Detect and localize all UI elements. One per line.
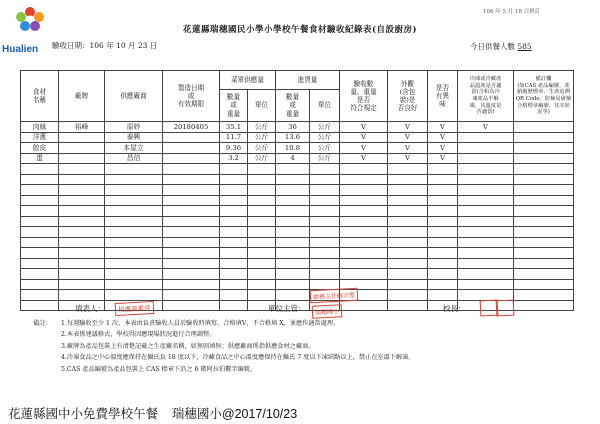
- empty-cell: [21, 300, 59, 311]
- empty-cell: [21, 195, 59, 206]
- header-qty-check: 驗收數 量、重量 是否 符合規定: [340, 71, 388, 122]
- empty-cell: [340, 206, 388, 217]
- cell-remark: [514, 143, 574, 154]
- cell-iq: 4: [276, 153, 310, 164]
- empty-cell: [163, 174, 220, 185]
- note-item: 5.CAS 產品編號為產品包裝上 CAS 標章下沿之 6 碼阿拉伯數字編號。: [61, 365, 257, 373]
- empty-cell: [220, 216, 248, 227]
- header-odor: 是否 有異 味: [428, 71, 458, 122]
- cell-remark: [514, 153, 574, 164]
- cell-iu: 公斤: [310, 153, 340, 164]
- note-item: 3.廠牌為產品包裝上有清楚記載之生產廠名稱，如無則填無；供應廠商係指供應食材之廠商。: [61, 342, 315, 350]
- empty-cell: [340, 216, 388, 227]
- empty-cell: [105, 206, 163, 217]
- cell-iu: 公斤: [310, 132, 340, 143]
- header-menu-supply: 菜單供應量: [220, 71, 276, 90]
- empty-cell: [428, 237, 458, 248]
- header-appearance: 外觀 (含包 裝)是 否良好: [388, 71, 428, 122]
- empty-cell: [428, 174, 458, 185]
- cell-name: 蛋: [21, 153, 59, 164]
- footer-caption: 花蓮縣國中小免費學校午餐 瑞穗國小@2017/10/23: [8, 407, 298, 421]
- empty-cell: [59, 206, 105, 217]
- empty-cell: [59, 185, 105, 196]
- empty-cell: [220, 174, 248, 185]
- empty-cell: [276, 227, 310, 238]
- note-item: 2.本表係建議格式，學校得因應現場狀況進行合理調整。: [61, 331, 216, 339]
- cell-date: [163, 143, 220, 154]
- cell-supplier: 原妙: [105, 122, 163, 133]
- header-food-name: 食材 名稱: [21, 71, 59, 122]
- empty-cell: [388, 227, 428, 238]
- logo-text: Hualien: [2, 44, 39, 55]
- empty-cell: [220, 206, 248, 217]
- empty-cell: [340, 269, 388, 280]
- notes-list: [61, 318, 588, 375]
- empty-cell: [388, 195, 428, 206]
- filler-stamp: 校護黃素萍: [115, 301, 154, 316]
- cell-brand: [59, 153, 105, 164]
- empty-cell: [163, 269, 220, 280]
- empty-cell: [514, 206, 574, 217]
- empty-cell: [310, 206, 340, 217]
- cell-c2: V: [388, 132, 428, 143]
- empty-cell: [514, 227, 574, 238]
- page-title: 花蓮縣瑞穗國民小學小學校午餐食材驗收紀錄表(自設廚房): [182, 25, 418, 35]
- empty-cell: [21, 279, 59, 290]
- empty-cell: [105, 174, 163, 185]
- cell-name: 肉絲: [21, 122, 59, 133]
- empty-row: [21, 206, 574, 217]
- empty-cell: [105, 237, 163, 248]
- empty-cell: [428, 206, 458, 217]
- empty-cell: [163, 290, 220, 301]
- empty-row: [21, 248, 574, 259]
- empty-cell: [220, 248, 248, 259]
- empty-row: [21, 216, 574, 227]
- empty-cell: [276, 216, 310, 227]
- empty-cell: [163, 227, 220, 238]
- empty-cell: [310, 174, 340, 185]
- principal-label: 校長：: [443, 304, 466, 313]
- note-item: 4.冷凍食品之中心溫度應保持在攝氏負 18 度以下，冷藏食品之中心溫度應保持在攝氏 7 度以下凍結點以上，禁止在室溫下解凍。: [61, 354, 415, 362]
- empty-cell: [220, 195, 248, 206]
- empty-cell: [428, 279, 458, 290]
- empty-cell: [248, 195, 276, 206]
- empty-cell: [163, 195, 220, 206]
- empty-cell: [388, 216, 428, 227]
- cell-c1: V: [340, 153, 388, 164]
- cell-ou: 公斤: [248, 143, 276, 154]
- empty-cell: [388, 290, 428, 301]
- empty-cell: [340, 195, 388, 206]
- cell-date: 20180405: [163, 122, 220, 133]
- cell-ou: 公斤: [248, 122, 276, 133]
- cell-c4: [458, 153, 514, 164]
- empty-cell: [340, 258, 388, 269]
- empty-cell: [428, 269, 458, 280]
- empty-cell: [310, 269, 340, 280]
- empty-cell: [248, 227, 276, 238]
- empty-cell: [21, 290, 59, 301]
- unit-head-label: 單位主管：: [268, 304, 306, 313]
- empty-cell: [458, 290, 514, 301]
- meal-count-label: 今日供餐人數: [470, 42, 515, 51]
- empty-cell: [248, 237, 276, 248]
- empty-cell: [428, 164, 458, 175]
- empty-cell: [458, 174, 514, 185]
- empty-cell: [458, 195, 514, 206]
- cell-iq: 36: [276, 122, 310, 133]
- empty-cell: [514, 164, 574, 175]
- empty-cell: [276, 195, 310, 206]
- principal-seal-2: [496, 300, 515, 317]
- empty-cell: [248, 206, 276, 217]
- cell-date: [163, 132, 220, 143]
- header-incoming-unit: 單位: [310, 90, 340, 122]
- cell-brand: 裕峰: [59, 122, 105, 133]
- header-incoming-qty: 數量 或 重量: [276, 90, 310, 122]
- cell-ou: 公斤: [248, 132, 276, 143]
- empty-cell: [163, 216, 220, 227]
- empty-cell: [276, 174, 310, 185]
- empty-cell: [59, 279, 105, 290]
- cell-oq: 9.36: [220, 143, 248, 154]
- empty-cell: [276, 269, 310, 280]
- empty-cell: [21, 248, 59, 259]
- inspection-date: 驗收日期：106 年 10 月 23 日: [52, 41, 158, 50]
- empty-cell: [105, 164, 163, 175]
- header-mfg-date: 製造日期 或 有效期限: [163, 71, 220, 122]
- empty-cell: [163, 258, 220, 269]
- empty-cell: [388, 174, 428, 185]
- empty-cell: [458, 248, 514, 259]
- cell-brand: [59, 143, 105, 154]
- cell-c1: V: [340, 143, 388, 154]
- empty-cell: [340, 185, 388, 196]
- cell-oq: 35.1: [220, 122, 248, 133]
- empty-row: [21, 164, 574, 175]
- header-temperature: 冷凍或冷藏產 品溫度是否適 當(含和為冷 凍產品半解 凍，其溫度是 否適當): [458, 71, 514, 122]
- empty-cell: [105, 290, 163, 301]
- cell-iu: 公斤: [310, 122, 340, 133]
- empty-row: [21, 269, 574, 280]
- cell-brand: [59, 132, 105, 143]
- empty-cell: [310, 237, 340, 248]
- empty-cell: [458, 258, 514, 269]
- header-order-qty: 數量 或 重量: [220, 90, 248, 122]
- empty-cell: [59, 237, 105, 248]
- empty-cell: [310, 185, 340, 196]
- empty-cell: [458, 216, 514, 227]
- empty-cell: [21, 206, 59, 217]
- empty-row: [21, 279, 574, 290]
- empty-cell: [388, 237, 428, 248]
- empty-cell: [310, 258, 340, 269]
- empty-cell: [428, 248, 458, 259]
- empty-cell: [248, 290, 276, 301]
- empty-cell: [514, 195, 574, 206]
- empty-cell: [458, 164, 514, 175]
- cell-date: [163, 153, 220, 164]
- empty-cell: [514, 269, 574, 280]
- empty-cell: [21, 227, 59, 238]
- empty-cell: [163, 206, 220, 217]
- empty-cell: [388, 185, 428, 196]
- notes-section: [33, 318, 588, 375]
- empty-cell: [248, 258, 276, 269]
- empty-cell: [220, 258, 248, 269]
- empty-cell: [458, 237, 514, 248]
- empty-cell: [428, 216, 458, 227]
- cell-supplier: 昌信: [105, 153, 163, 164]
- empty-cell: [276, 237, 310, 248]
- cell-c3: V: [428, 143, 458, 154]
- empty-cell: [310, 195, 340, 206]
- empty-cell: [105, 279, 163, 290]
- empty-cell: [340, 174, 388, 185]
- empty-cell: [105, 258, 163, 269]
- empty-cell: [340, 237, 388, 248]
- empty-cell: [21, 258, 59, 269]
- cell-c4: [458, 132, 514, 143]
- empty-cell: [458, 185, 514, 196]
- filler-label: 填表人：: [75, 304, 105, 313]
- empty-cell: [105, 216, 163, 227]
- empty-cell: [458, 269, 514, 280]
- cell-supplier: 本屋立: [105, 143, 163, 154]
- empty-cell: [163, 300, 220, 311]
- empty-cell: [276, 248, 310, 259]
- empty-cell: [21, 174, 59, 185]
- empty-row: [21, 195, 574, 206]
- cell-supplier: 泰興: [105, 132, 163, 143]
- table-row: [21, 132, 574, 143]
- empty-cell: [21, 269, 59, 280]
- empty-cell: [514, 185, 574, 196]
- empty-cell: [514, 258, 574, 269]
- empty-cell: [248, 174, 276, 185]
- empty-cell: [514, 300, 574, 311]
- empty-cell: [276, 185, 310, 196]
- notes-label: 備註：: [33, 320, 52, 327]
- cell-c1: V: [340, 122, 388, 133]
- table-body: [21, 122, 574, 311]
- cell-oq: 11.7: [220, 132, 248, 143]
- empty-cell: [21, 237, 59, 248]
- empty-row: [21, 185, 574, 196]
- empty-cell: [220, 279, 248, 290]
- empty-cell: [310, 216, 340, 227]
- cell-c3: V: [428, 132, 458, 143]
- meal-count-value: 585: [517, 42, 532, 51]
- empty-cell: [248, 248, 276, 259]
- empty-cell: [105, 185, 163, 196]
- cell-iq: 10.8: [276, 143, 310, 154]
- empty-cell: [248, 185, 276, 196]
- empty-cell: [163, 279, 220, 290]
- empty-cell: [105, 195, 163, 206]
- empty-cell: [388, 269, 428, 280]
- meal-count: [470, 41, 532, 52]
- empty-cell: [428, 258, 458, 269]
- empty-cell: [163, 248, 220, 259]
- empty-row: [21, 237, 574, 248]
- header-incoming: 進貨量: [276, 71, 340, 90]
- cell-c3: V: [428, 122, 458, 133]
- empty-cell: [340, 164, 388, 175]
- empty-cell: [388, 300, 428, 311]
- empty-row: [21, 290, 574, 301]
- empty-cell: [59, 248, 105, 259]
- header-remarks: 備註欄 (如CAS 產品編號、產 銷履歷標章、生產追溯 QR Code、防檢局屠檢 合格標章編號、其宰狀 況等): [514, 71, 574, 122]
- empty-cell: [248, 216, 276, 227]
- cell-c2: V: [388, 143, 428, 154]
- unit-head-stamp-bottom: 瑞穗國小: [312, 304, 343, 319]
- empty-cell: [163, 237, 220, 248]
- empty-cell: [220, 227, 248, 238]
- cell-c3: V: [428, 153, 458, 164]
- empty-cell: [310, 164, 340, 175]
- table-row: [21, 143, 574, 154]
- empty-cell: [340, 248, 388, 259]
- empty-cell: [59, 258, 105, 269]
- empty-cell: [388, 206, 428, 217]
- empty-cell: [428, 185, 458, 196]
- header-order-unit: 單位: [248, 90, 276, 122]
- cell-oq: 3.2: [220, 153, 248, 164]
- empty-cell: [388, 258, 428, 269]
- empty-cell: [248, 269, 276, 280]
- empty-cell: [59, 174, 105, 185]
- empty-cell: [514, 237, 574, 248]
- empty-cell: [428, 195, 458, 206]
- inspection-table: [20, 70, 574, 311]
- empty-cell: [105, 227, 163, 238]
- empty-cell: [428, 227, 458, 238]
- cell-c2: V: [388, 153, 428, 164]
- cell-name: 洋蔥: [21, 132, 59, 143]
- empty-cell: [458, 206, 514, 217]
- revision-date: 106 年 5 月 18 日修訂: [483, 9, 541, 15]
- empty-cell: [310, 227, 340, 238]
- empty-cell: [276, 258, 310, 269]
- empty-cell: [105, 269, 163, 280]
- empty-cell: [310, 248, 340, 259]
- empty-row: [21, 258, 574, 269]
- empty-cell: [59, 227, 105, 238]
- cell-c4: [458, 143, 514, 154]
- empty-cell: [388, 164, 428, 175]
- empty-cell: [428, 290, 458, 301]
- empty-cell: [59, 195, 105, 206]
- empty-cell: [59, 269, 105, 280]
- empty-cell: [163, 185, 220, 196]
- empty-cell: [21, 185, 59, 196]
- header-brand: 廠牌: [59, 71, 105, 122]
- empty-cell: [388, 279, 428, 290]
- empty-row: [21, 227, 574, 238]
- cell-ou: 公斤: [248, 153, 276, 164]
- empty-cell: [276, 206, 310, 217]
- cell-c2: V: [388, 122, 428, 133]
- empty-row: [21, 174, 574, 185]
- empty-cell: [59, 216, 105, 227]
- empty-cell: [276, 290, 310, 301]
- cell-name: 餃皮: [21, 143, 59, 154]
- empty-cell: [220, 185, 248, 196]
- empty-cell: [21, 164, 59, 175]
- unit-head-stamp-top: 總務主任蘇宗聖: [310, 288, 359, 303]
- table-row: [21, 153, 574, 164]
- empty-cell: [514, 248, 574, 259]
- empty-cell: [458, 279, 514, 290]
- empty-cell: [514, 216, 574, 227]
- cell-c4: V: [458, 122, 514, 133]
- empty-cell: [220, 269, 248, 280]
- empty-cell: [340, 300, 388, 311]
- empty-cell: [276, 164, 310, 175]
- empty-cell: [59, 164, 105, 175]
- empty-cell: [514, 290, 574, 301]
- cell-iu: 公斤: [310, 143, 340, 154]
- note-item: 1.每週驗收至少 1 次，本表由負責驗收人員於驗收時填寫，合格填V，不合格填 X，並應作適當處理。: [61, 320, 340, 327]
- cell-c1: V: [340, 132, 388, 143]
- empty-cell: [248, 279, 276, 290]
- empty-cell: [514, 174, 574, 185]
- empty-cell: [220, 164, 248, 175]
- empty-cell: [59, 290, 105, 301]
- table-row: [21, 122, 574, 133]
- cell-remark: [514, 122, 574, 133]
- empty-cell: [220, 237, 248, 248]
- empty-cell: [21, 216, 59, 227]
- empty-cell: [340, 227, 388, 238]
- empty-cell: [220, 300, 248, 311]
- empty-cell: [248, 164, 276, 175]
- empty-cell: [388, 248, 428, 259]
- empty-cell: [276, 279, 310, 290]
- cell-remark: [514, 132, 574, 143]
- empty-cell: [105, 248, 163, 259]
- cell-iq: 13.6: [276, 132, 310, 143]
- header-supplier: 供應廠商: [105, 71, 163, 122]
- empty-cell: [514, 279, 574, 290]
- empty-cell: [458, 227, 514, 238]
- empty-cell: [163, 164, 220, 175]
- empty-cell: [220, 290, 248, 301]
